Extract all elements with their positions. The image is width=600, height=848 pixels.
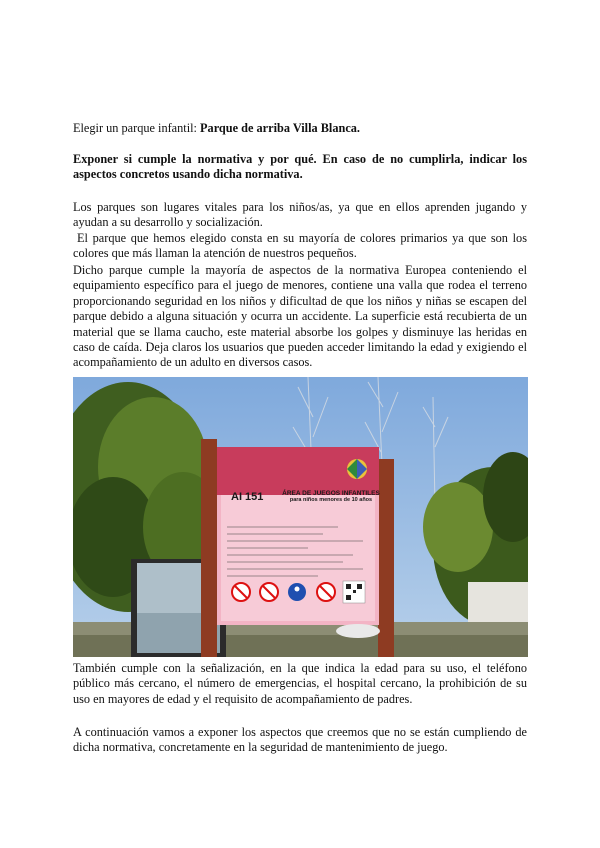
paragraph-signage: También cumple con la señalización, en la que indica la edad para su uso, el teléfono público más cercano, el número de emergencias, el hospital cercano, la prohibición de su uso en mayores de edad y el requisito de acompañamiento de padres. xyxy=(73,661,527,706)
park-sign xyxy=(217,447,379,625)
sign-area-line1: ÁREA DE JUEGOS INFANTILES xyxy=(282,490,380,497)
section-heading: Exponer si cumple la normativa y por qué. En caso de no cumplirla, indicar los aspectos concretos usando dicha normativa. xyxy=(73,152,527,182)
paragraph-regulations: Dicho parque cumple la mayoría de aspectos de la normativa Europea conteniendo el equipamiento específico para el juego de menores, contiene una valla que rodea el terreno proporcionando seguridad en los niños y dificultad de que los niños y niñas se escapen del parque debido a alguna situación y ocurra un accidente. La superficie está recubierta de un material que se llama caucho, este material absorbe los golpes y disminuye las heridas en caso de caída. Deja claros los usuarios que pueden acceder limitando la edad y exigiendo el acompañamiento de un adulto en diversos casos. xyxy=(73,263,527,370)
paragraph-intro: Los parques son lugares vitales para los niños/as, ya que en ellos aprenden jugando y ayudan a su desarrollo y socialización. xyxy=(73,200,527,230)
sign-code: AI 151 xyxy=(231,491,264,503)
sign-area-title xyxy=(271,490,391,504)
paragraph-colors: El parque que hemos elegido consta en su mayoría de colores primarios ya que son los colores que más llaman la atención de nuestros pequeños. xyxy=(73,231,527,261)
park-sign-photo xyxy=(73,377,528,657)
park-choice-label: Elegir un parque infantil: xyxy=(73,121,201,135)
park-choice-line xyxy=(73,121,527,136)
paragraph-next-section: A continuación vamos a exponer los aspectos que creemos que no se están cumpliendo de dicha normativa, concretamente en la seguridad de mantenimiento de juego. xyxy=(73,725,527,755)
park-name: Parque de arriba Villa Blanca. xyxy=(200,121,361,135)
sign-area-line2: para niños menores de 10 años xyxy=(289,497,373,503)
